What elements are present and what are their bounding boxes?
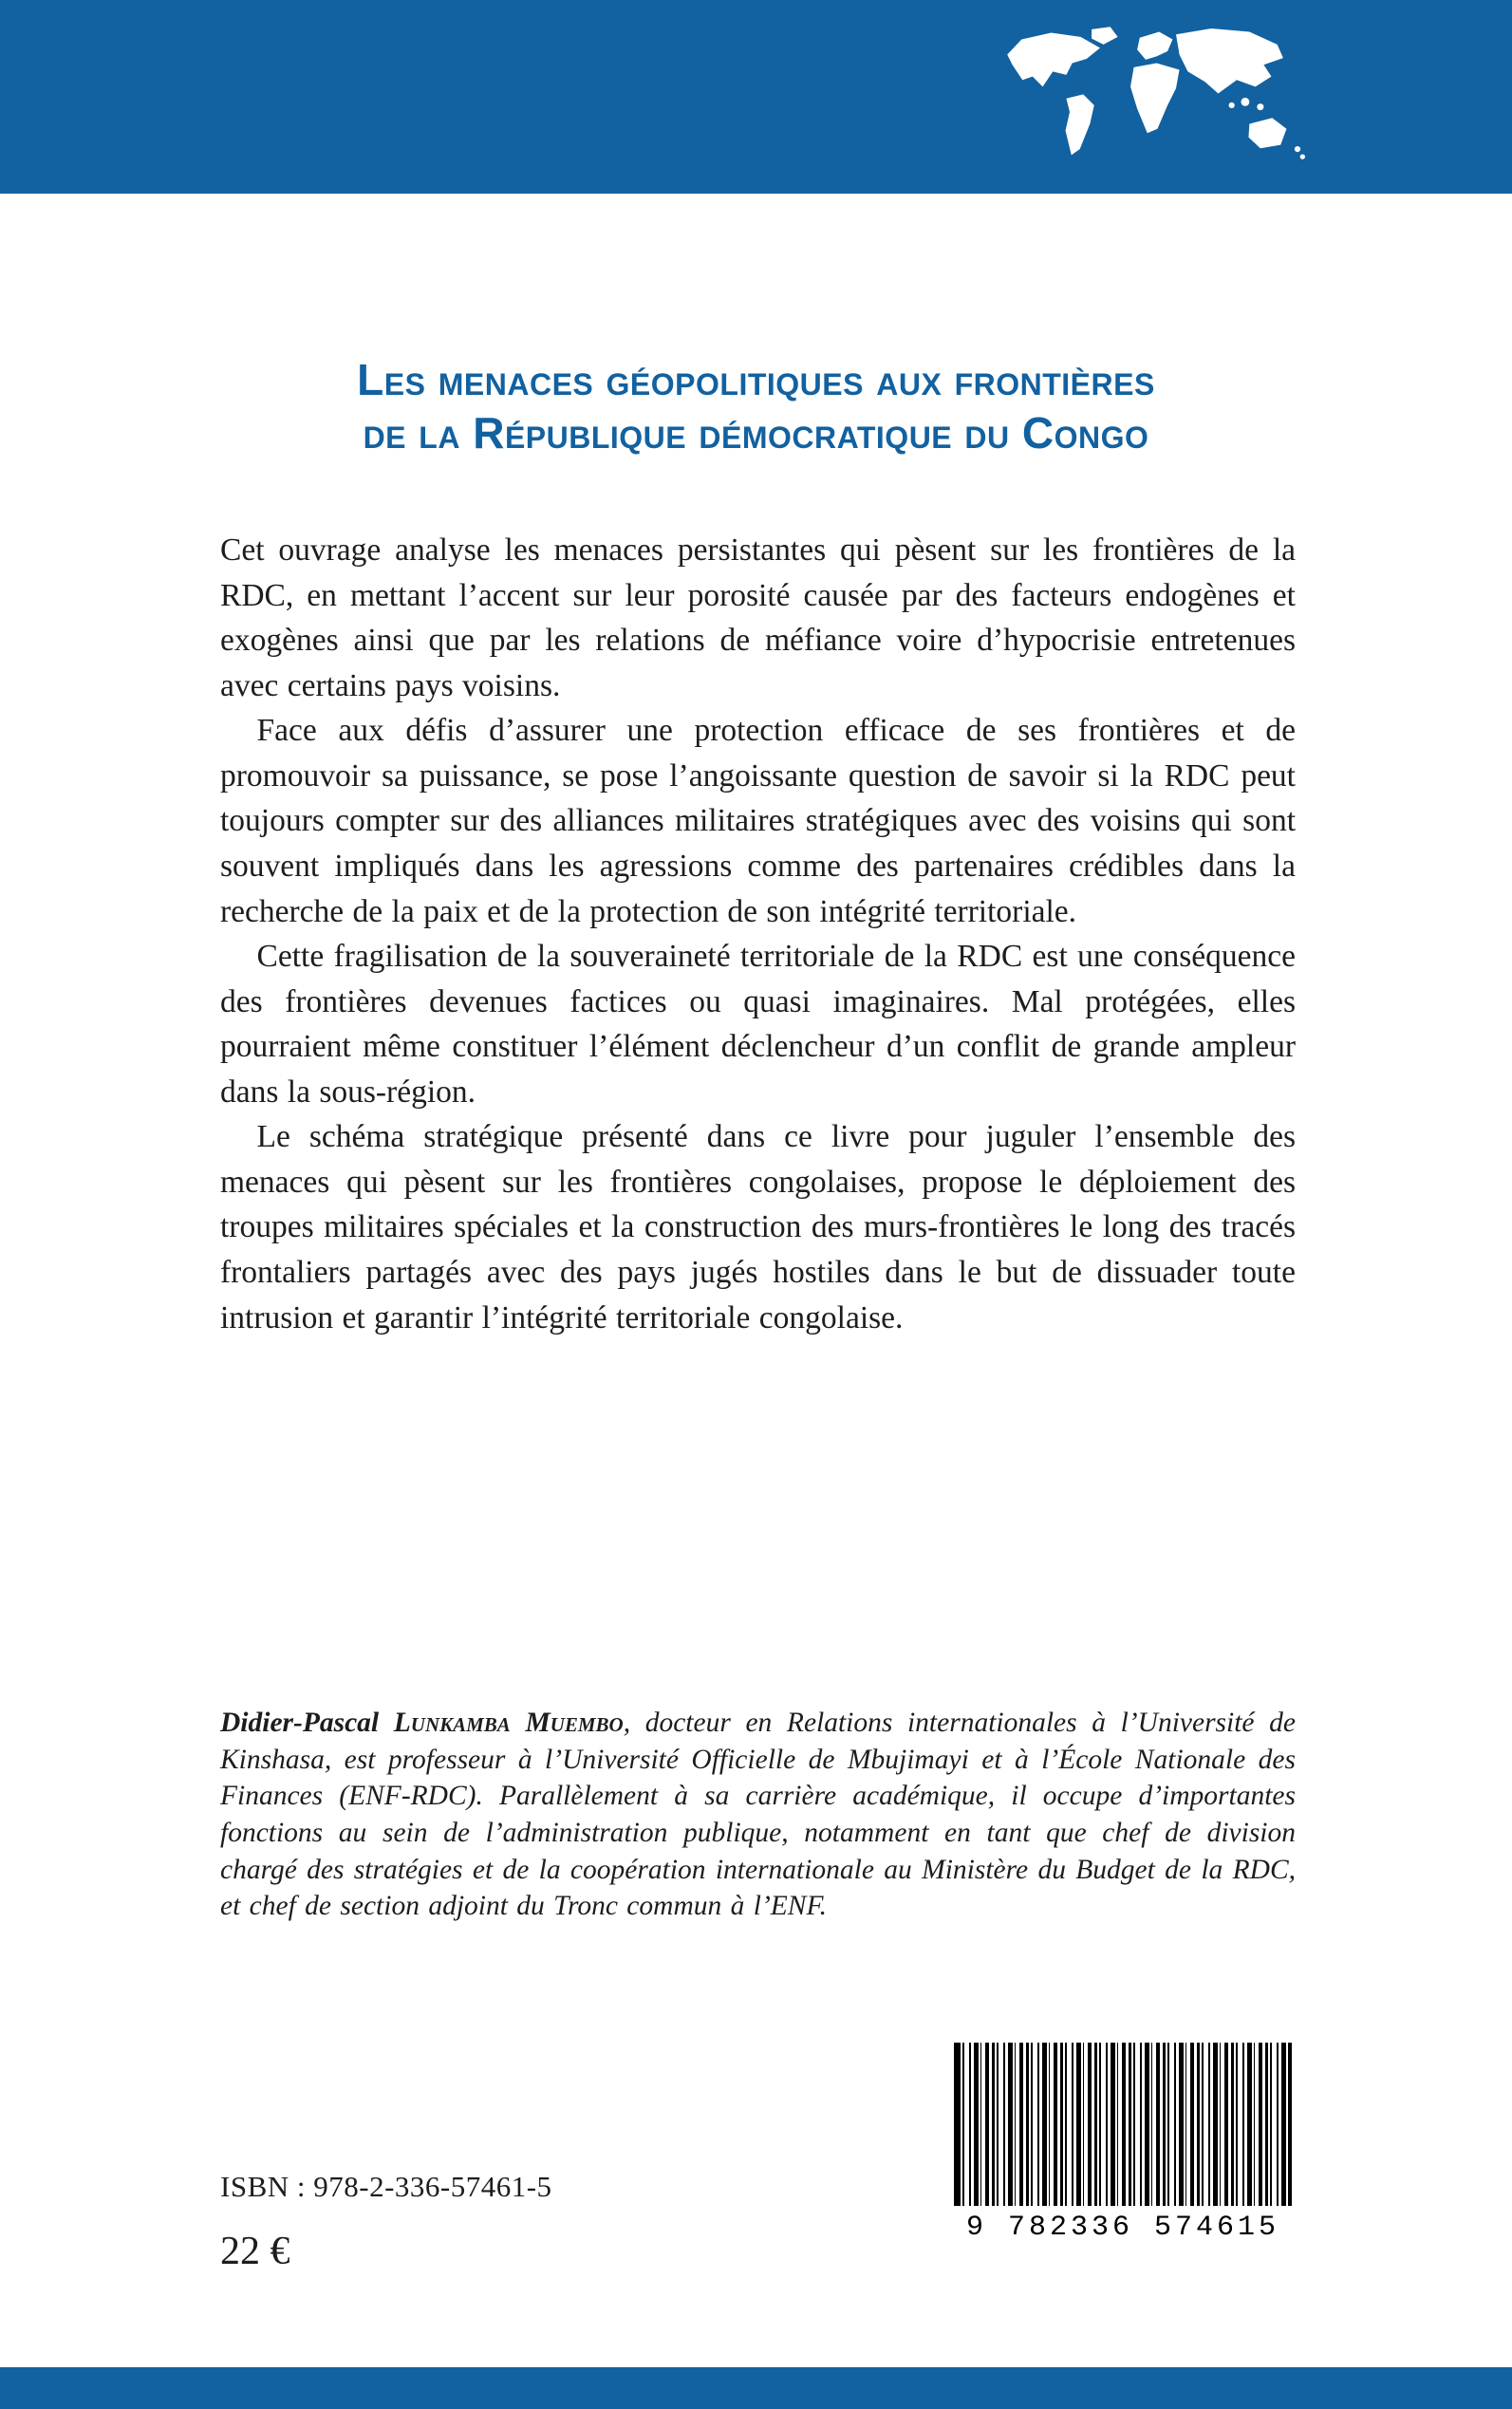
- synopsis-paragraph: Face aux défis d’assurer une protection efficace de ses frontières et de promouvoir sa puissance, se pose l’angoissante question de savoir si la RDC peut toujours compter sur des alliances militaires stratégiques avec des voisins qui sont souvent impliqués dans les agressions comme des partenaires crédibles dans la recherche de la paix et de la protection de son intégrité territoriale.: [220, 713, 1296, 929]
- barcode-bars-icon: [954, 2043, 1292, 2206]
- book-title-line1: Les menaces géopolitiques aux frontières: [357, 355, 1155, 404]
- author-surname: Lunkamba Muembo: [393, 1708, 624, 1738]
- barcode-number: 9 782336 574615: [965, 2212, 1280, 2244]
- author-bio-text: , docteur en Relations internationales à l’Université de Kinshasa, est professeur à l’Université Officielle de Mbujimayi et à l’École Nationale des Finances (ENF-RDC). Parallèlement à sa carrière académique, il occupe d’importantes fonctions au sein de l’administration publique, notamment en tant que chef de division chargé des stratégies et de la coopération internationale au Ministère du Budget de la RDC, et chef de section adjoint du Tronc commun à l’ENF.: [220, 1708, 1296, 1922]
- synopsis: [220, 528, 1296, 1340]
- synopsis-paragraph: Le schéma stratégique présenté dans ce livre pour juguler l’ensemble des menaces qui pèsent sur les frontières congolaises, propose le déploiement des troupes militaires spéciales et la construction des murs-frontières le long des tracés frontaliers partagés avec des pays jugés hostiles dans le but de dissuader toute intrusion et garantir l’intégrité territoriale congolaise.: [220, 1119, 1296, 1335]
- footer-band: [0, 2367, 1512, 2409]
- author-bio: [220, 1705, 1296, 1925]
- book-title: [171, 353, 1341, 459]
- synopsis-paragraph: Cette fragilisation de la souveraineté territoriale de la RDC est une conséquence des frontières devenues factices ou quasi imaginaires. Mal protégées, elles pourraient même constituer l’élément déclencheur d’un conflit de grande ampleur dans la sous-région.: [220, 939, 1296, 1110]
- world-map-icon: [966, 21, 1355, 173]
- price: 22 €: [220, 2230, 290, 2273]
- barcode: [954, 2043, 1292, 2244]
- header-band: [0, 0, 1512, 194]
- isbn: ISBN : 978-2-336-57461-5: [220, 2170, 552, 2203]
- author-first-name: Didier-Pascal: [220, 1708, 394, 1738]
- book-title-line2: de la République démocratique du Congo: [363, 408, 1149, 458]
- synopsis-paragraph: Cet ouvrage analyse les menaces persistantes qui pèsent sur les frontières de la RDC, en mettant l’accent sur leur porosité causée par des facteurs endogènes et exogènes ainsi que par les relations de méfiance voire d’hypocrisie entretenues avec certains pays voisins.: [220, 532, 1296, 703]
